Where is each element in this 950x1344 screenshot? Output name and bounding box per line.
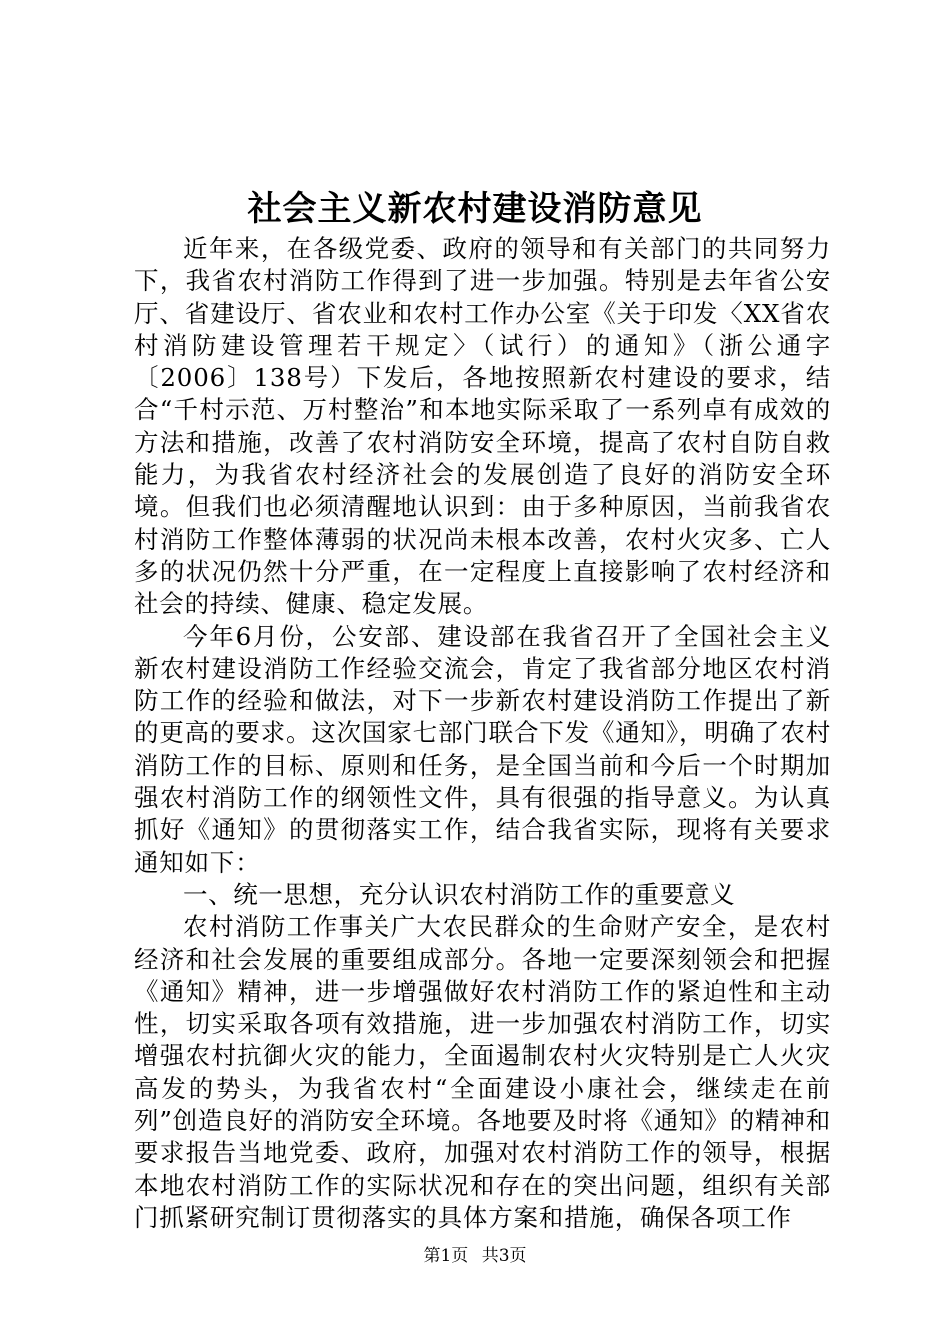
document-body — [134, 233, 831, 1234]
document-title: 社会主义新农村建设消防意见 — [247, 189, 703, 229]
page-total: 共3页 — [481, 1246, 527, 1266]
paragraph-meeting: 今年6月份，公安部、建设部在我省召开了全国社会主义新农村建设消防工作经验交流会，肯定了我省部分地区农村消防工作的经验和做法，对下一步新农村建设消防工作提出了新的更高的要求。这次国家七部门联合下发《通知》，明确了农村消防工作的目标、原则和任务，是全国当前和今后一个时期加强农村消防工作的纲领性文件，具有很强的指导意义。为认真抓好《通知》的贯彻落实工作，结合我省实际，现将有关要求通知如下： — [134, 621, 831, 877]
section-heading-1: 一、统一思想，充分认识农村消防工作的重要意义 — [183, 879, 736, 909]
paragraph-intro: 近年来，在各级党委、政府的领导和有关部门的共同努力下，我省农村消防工作得到了进一步加强。特别是去年省公安厅、省建设厅、省农业和农村工作办公室《关于印发〈XX省农村消防建设管理若干规定〉（试行）的通知》（浙公通字〔2006〕138号）下发后，各地按照新农村建设的要求，结合“千村示范、万村整治”和本地实际采取了一系列卓有成效的方法和措施，改善了农村消防安全环境，提高了农村自防自救能力，为我省农村经济社会的发展创造了良好的消防安全环境。但我们也必须清醒地认识到：由于多种原因，当前我省农村消防工作整体薄弱的状况尚未根本改善，农村火灾多、亡人多的状况仍然十分严重，在一定程度上直接影响了农村经济和社会的持续、健康、稳定发展。 — [134, 234, 831, 619]
page-footer — [0, 1244, 950, 1268]
page-number: 第1页 — [423, 1246, 469, 1266]
paragraph-section-1: 农村消防工作事关广大农民群众的生命财产安全，是农村经济和社会发展的重要组成部分。各地一定要深刻领会和把握《通知》精神，进一步增强做好农村消防工作的紧迫性和主动性，切实采取各项有效措施，进一步加强农村消防工作，切实增强农村抗御火灾的能力，全面遏制农村火灾特别是亡人火灾高发的势头，为我省农村“全面建设小康社会，继续走在前列”创造良好的消防安全环境。各地要及时将《通知》的精神和要求报告当地党委、政府，加强对农村消防工作的领导，根据本地农村消防工作的实际状况和存在的突出问题，组织有关部门抓紧研究制订贯彻落实的具体方案和措施，确保各项工作 — [134, 912, 832, 1232]
